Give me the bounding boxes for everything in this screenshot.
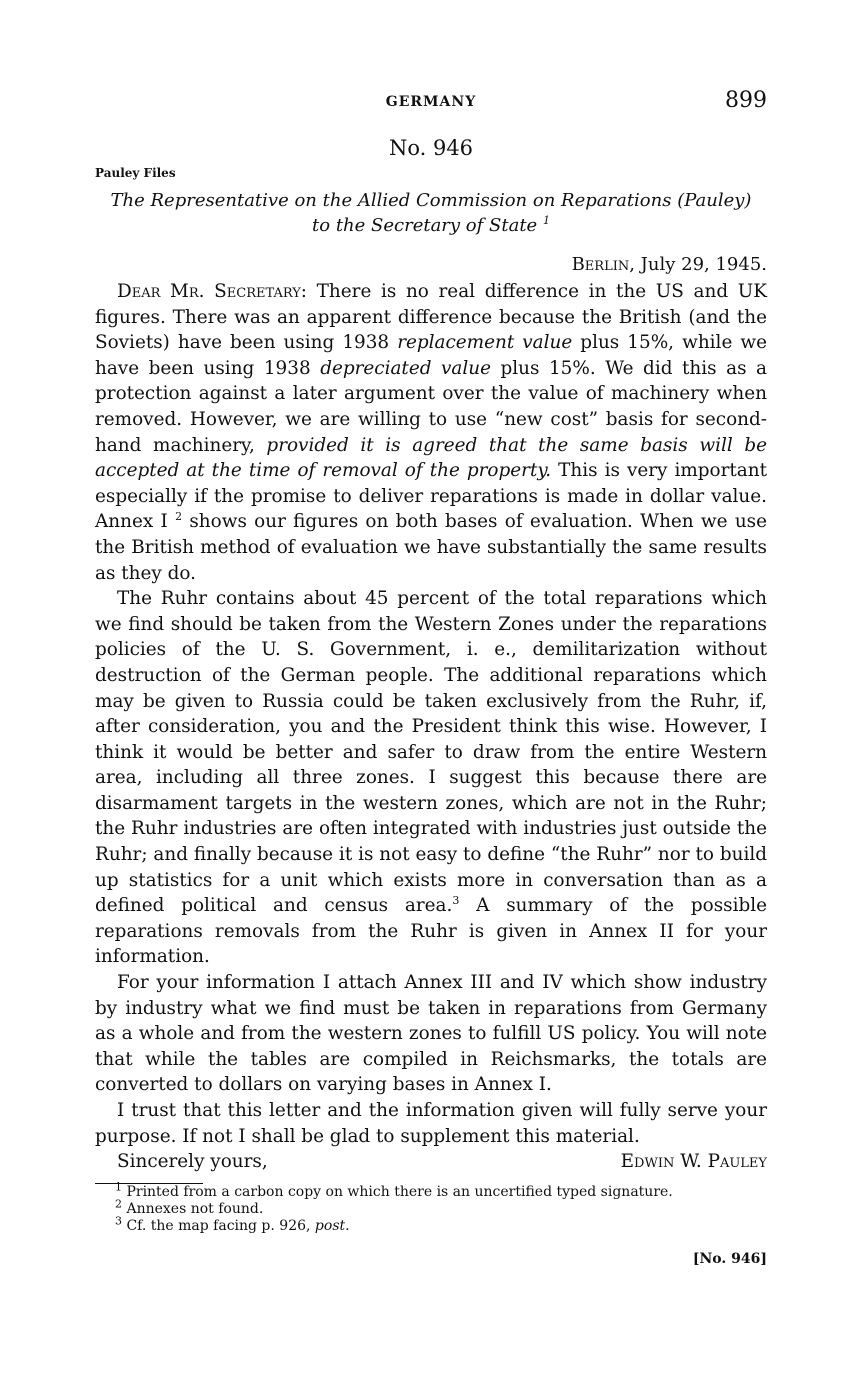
paragraph-1-emphasis-3: provided it is agreed that the same basis will be accepted at the time of removal of the property. [95, 434, 768, 482]
footnote-2-text: Annexes not found. [126, 1201, 264, 1218]
footer-document-number: [No. 946] [692, 1251, 767, 1268]
paragraph-1-text-e: shows our figures on both bases of evaluation. When we use the British method of evaluation we have substantially the same results as they do. [95, 511, 767, 584]
paragraph-1-text-d: This is very important especially if the promise to deliver reparations is made in dollar value. Annex I [95, 460, 767, 533]
paragraph-1-text-c: plus 15%. We did this as a protection against a later argument over the value of machinery when removed. However, we are willing to use “new cost” basis for second-hand machinery, [95, 357, 768, 456]
running-head [95, 88, 767, 122]
footnote-3-emphasis: post. [314, 1218, 350, 1235]
paragraph-2-text-b: A summary of the possible reparations removals from the Ruhr is given in Annex II for your information. [95, 895, 767, 968]
page-number: 899 [725, 88, 767, 113]
heading-line-2: to the Secretary of State [312, 215, 538, 236]
document-number: No. 946 [388, 136, 474, 160]
paragraph-4: I trust that this letter and the information given will fully serve your purpose. If not I shall be glad to supplement this material. [95, 1100, 767, 1147]
footnote-ref-3: 3 [452, 894, 460, 908]
paragraph-2-text-a: The Ruhr contains about 45 percent of the total reparations which we find should be taken from the Western Zones under the reparations policies of the U. S. Government, i. e., demilitarization without destruction of the German people. The additional reparations which may be given to Russia could be taken exclusively from the Ruhr, if, after consideration, you and the President think this wise. However, I think it would be better and safer to draw from the entire Western area, including all three zones. I suggest this because there are disarmament targets in the western zones, which are not in the Ruhr; the Ruhr industries are often integrated with industries just outside the Ruhr; and finally because it is not easy to define “the Ruhr” nor to build up statistics for a unit which exists more in conversation than as a defined political and census area. [95, 588, 767, 917]
paragraph-1-text-b: plus 15%, while we have been using 1938 [95, 332, 768, 379]
running-head-title: GERMANY [385, 94, 477, 110]
footnote-2 [95, 1197, 767, 1218]
footnote-ref-1: 1 [542, 214, 550, 227]
footnote-3-text: Cf. the map facing p. 926, [126, 1218, 315, 1235]
footnote-3 [95, 1214, 767, 1235]
closing [95, 1149, 767, 1175]
document-heading [95, 188, 767, 238]
dateline-place: Berlin [571, 254, 630, 275]
footnote-1 [95, 1180, 767, 1201]
paragraph-1-emphasis-2: depreciated value [320, 357, 491, 379]
footnote-1-text: Printed from a carbon copy on which there is an uncertified typed signature. [126, 1184, 673, 1201]
source-label: Pauley Files [95, 166, 176, 180]
paragraph-2 [95, 586, 767, 970]
signature: Edwin W. Pauley [620, 1151, 767, 1173]
document-page [95, 88, 767, 1267]
paragraph-1-text-a: There is no real difference in the US and UK figures. There was an apparent difference because the British (and the Soviets) have been using 1938 [95, 281, 768, 354]
paragraph-1 [95, 279, 767, 586]
heading-line-1: The Representative on the Allied Commission on Reparations (Pauley) [110, 190, 752, 211]
paragraph-1-emphasis-1: replacement value [397, 332, 573, 354]
dateline [95, 254, 767, 275]
complimentary-close: Sincerely yours, [117, 1151, 268, 1173]
footnote-ref-2: 2 [175, 510, 183, 524]
paragraph-3: For your information I attach Annex III and IV which show industry by industry what we find must be taken in reparations from Germany as a whole and from the western zones to fulfill US policy. You will note that while the tables are compiled in Reichsmarks, the totals are converted to dollars on varying bases in Annex I. [95, 972, 767, 1096]
footnote-2-number: 2 [115, 1197, 122, 1211]
dateline-date: , July 29, 1945. [629, 254, 767, 275]
footnote-3-number: 3 [115, 1214, 122, 1228]
footnote-1-number: 1 [115, 1180, 122, 1194]
salutation: Dear Mr. Secretary: [117, 281, 308, 302]
